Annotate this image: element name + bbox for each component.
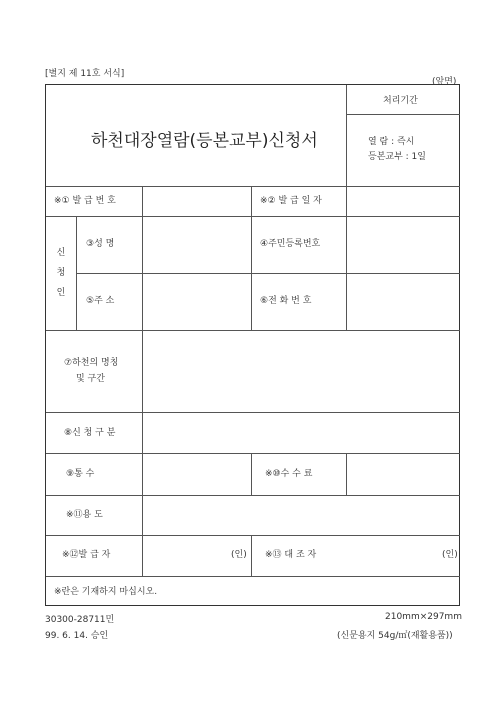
address-label: ⑤주 소 xyxy=(86,296,115,306)
paper-size: 210mm×297mm xyxy=(385,612,462,622)
mid-column-line xyxy=(251,186,252,330)
mid-column-line-2 xyxy=(346,186,347,330)
processing-viewing: 열 람 : 즉시 xyxy=(368,137,415,147)
fee-label: ※⑩수 수 료 xyxy=(265,469,313,479)
row-line xyxy=(46,453,460,454)
row-line xyxy=(46,330,460,331)
processing-box-left xyxy=(346,85,347,186)
resident-number-label: ④주민등록번호 xyxy=(260,239,321,249)
note-text: ※란은 기재하지 마십시오. xyxy=(54,587,158,597)
row-line xyxy=(46,495,460,496)
river-section-label: 및 구간 xyxy=(76,374,105,384)
row-line xyxy=(46,576,460,577)
form-title: 하천대장열람(등본교부)신청서 xyxy=(91,131,318,151)
verifier-seal: (인) xyxy=(442,550,458,560)
river-name-label: ⑦하천의 명칭 xyxy=(64,358,119,368)
processing-copy: 등본교부 : 1일 xyxy=(368,152,426,162)
form-code: 30300-28711민 xyxy=(45,615,115,625)
issuer-seal: (인) xyxy=(231,550,247,560)
application-form xyxy=(45,84,460,606)
label-column-line xyxy=(142,186,143,576)
row-line xyxy=(76,273,460,274)
row-line xyxy=(46,412,460,413)
applicant-label: 신 청 인 xyxy=(56,248,66,298)
mid-column-line xyxy=(251,453,252,495)
mid-column-line-2 xyxy=(346,453,347,495)
applicant-column-line xyxy=(76,216,77,330)
mid-column-line xyxy=(251,535,252,576)
issue-date-label: ※② 발 급 일 자 xyxy=(260,196,322,206)
page-side-label: (앞면) xyxy=(432,77,457,87)
form-number: [별지 제 11호 서식] xyxy=(45,69,125,79)
verifier-label: ※⑬ 대 조 자 xyxy=(265,550,317,560)
title-bottom-line xyxy=(46,186,460,187)
paper-type: (신문용지 54g/㎡(재활용품)) xyxy=(337,631,453,641)
row-line xyxy=(46,216,460,217)
processing-divider xyxy=(346,114,460,115)
purpose-label: ※⑪용 도 xyxy=(66,510,103,520)
approval-date: 99. 6. 14. 승인 xyxy=(45,631,109,641)
count-label: ⑨통 수 xyxy=(66,469,95,479)
phone-label: ⑥전 화 번 호 xyxy=(260,296,312,306)
processing-label: 처리기간 xyxy=(383,96,418,106)
issuer-label: ※⑫발 급 자 xyxy=(62,550,111,560)
row-line xyxy=(46,535,460,536)
issue-number-label: ※① 발 급 번 호 xyxy=(54,196,116,206)
request-type-label: ⑧신 청 구 분 xyxy=(64,428,116,438)
name-label: ③성 명 xyxy=(86,239,115,249)
